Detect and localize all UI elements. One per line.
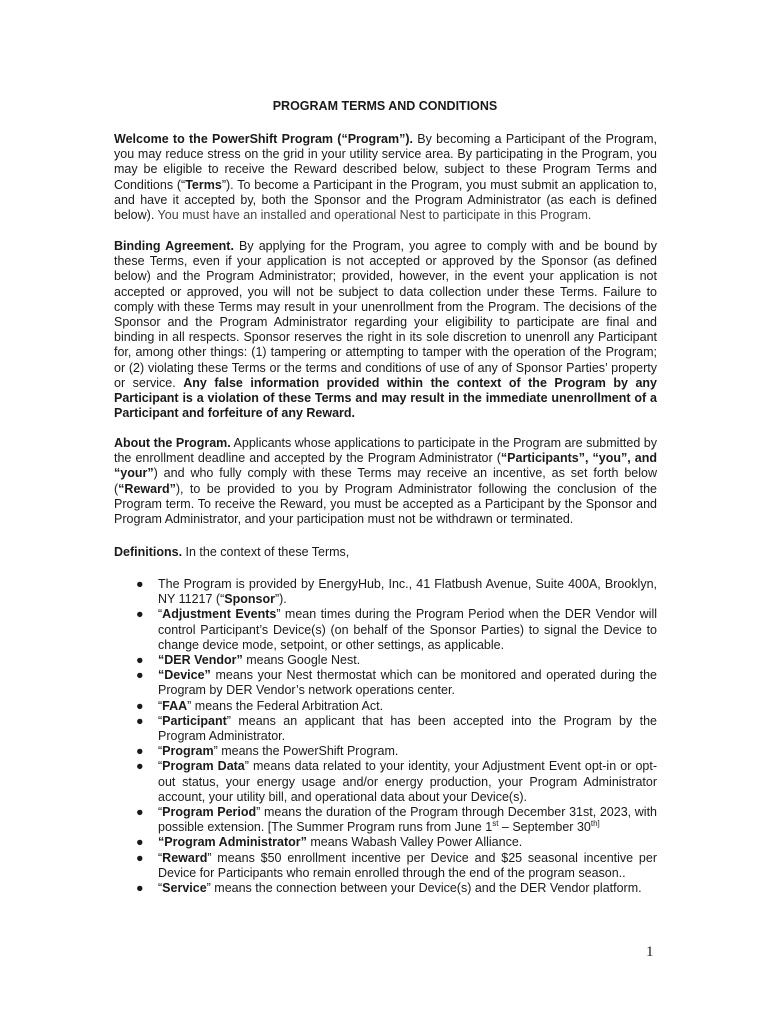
bullet-icon: ● bbox=[136, 713, 144, 728]
bullet-icon: ● bbox=[136, 850, 144, 865]
definition-post: ” means data related to your identity, your Adjustment Event opt-in or opt-out status, your energy usage and/or energy production, your Program Administrator account, your utility bill, and operational data about your Device(s). bbox=[158, 759, 657, 804]
binding-paragraph bbox=[114, 239, 657, 421]
definition-item bbox=[114, 699, 657, 714]
definitions-heading: Definitions. bbox=[114, 545, 183, 559]
definition-pre: The Program is provided by EnergyHub, Inc., 41 Flatbush Avenue, Suite 400A, Brooklyn, NY 11217 (“ bbox=[158, 577, 657, 607]
definition-term: “DER Vendor” bbox=[158, 653, 243, 668]
bullet-icon: ● bbox=[136, 744, 144, 759]
welcome-text-1: By becoming a Participant of the Program, you may reduce stress on the grid in your utility service area. By participating in the Program, you may be eligible to receive the Reward described below, subject to these Program Terms and Conditions (“ bbox=[114, 132, 658, 192]
definition-post: ” means the Federal Arbitration Act. bbox=[187, 698, 384, 713]
definition-item bbox=[114, 714, 657, 744]
definition-term: Participant bbox=[162, 713, 227, 728]
definition-post: ” means the duration of the Program through December 31st, 2023, with possible extension. [The Summer Program runs from June 1 bbox=[158, 805, 658, 835]
bullet-icon: ● bbox=[136, 805, 144, 820]
definition-period-mid: – September 30 bbox=[498, 820, 591, 835]
welcome-nest-note: You must have an installed and operational Nest to participate in this Program. bbox=[157, 208, 592, 223]
definition-post: ” means the connection between your Device(s) and the DER Vendor platform. bbox=[206, 881, 642, 896]
definition-post: means your Nest thermostat which can be monitored and operated during the Program by DER Vendor’s network operations center. bbox=[158, 668, 657, 698]
definition-item bbox=[114, 805, 657, 835]
definition-item bbox=[114, 744, 657, 759]
about-text-1: Applicants whose applications to participate in the Program are submitted by the enrollment deadline and accepted by the Program Administrator ( bbox=[114, 436, 657, 466]
welcome-terms-term: Terms bbox=[185, 177, 222, 192]
binding-bold-tail: Any false information provided within the context of the Program by any Participant is a violation of these Terms and may result in the immediate unenrollment of a Participant and forfeiture of any Reward. bbox=[114, 375, 657, 421]
definition-pre: “ bbox=[158, 881, 163, 896]
definition-pre: “ bbox=[158, 805, 163, 820]
definition-pre: “ bbox=[158, 713, 163, 728]
definition-term: Program Data bbox=[162, 759, 245, 774]
about-paragraph bbox=[114, 436, 657, 527]
definitions-intro: In the context of these Terms, bbox=[182, 545, 350, 559]
bullet-icon: ● bbox=[136, 835, 144, 850]
bullet-icon: ● bbox=[136, 668, 144, 683]
definitions-intro-paragraph bbox=[114, 545, 657, 560]
binding-text: By applying for the Program, you agree to comply with and be bound by these Terms, even if your application is not accepted or approved by the Sponsor (as defined below) and the Program Administrator; provided, however, in the event your application is not accepted or approved, you will not be subject to data collection under these Terms. Failure to comply with these Terms may result in your unenrollment from the Program. The decisions of the Sponsor and the Program Administrator regarding your eligibility to participate are final and binding in all respects. Sponsor reserves the right in its sole discretion to unenroll any Participant for, among other things: (1) tampering or attempting to tamper with the operation of the Program; or (2) violating these Terms or the terms and conditions of use of any of Sponsor Parties’ property or service. bbox=[114, 239, 658, 390]
definition-term: Sponsor bbox=[224, 592, 275, 607]
bullet-icon: ● bbox=[136, 653, 144, 668]
definition-pre: “ bbox=[158, 698, 163, 713]
definition-term: Program Period bbox=[162, 805, 257, 820]
definition-item bbox=[114, 835, 657, 850]
superscript-st: st bbox=[492, 819, 499, 829]
definition-pre: “ bbox=[158, 607, 163, 622]
definition-post: means Wabash Valley Power Alliance. bbox=[306, 835, 523, 850]
bullet-icon: ● bbox=[136, 881, 144, 896]
page-number: 1 bbox=[646, 944, 654, 960]
definition-pre: “ bbox=[158, 759, 163, 774]
binding-heading: Binding Agreement. bbox=[114, 239, 234, 253]
bullet-icon: ● bbox=[136, 577, 144, 591]
bullet-icon: ● bbox=[136, 759, 144, 774]
definition-term: Service bbox=[162, 881, 207, 896]
definition-term: Adjustment Events bbox=[162, 607, 277, 622]
definition-pre: “ bbox=[158, 744, 163, 759]
definition-post: ” means an applicant that has been accepted into the Program by the Program Administrator. bbox=[158, 713, 657, 744]
page-title: PROGRAM TERMS AND CONDITIONS bbox=[272, 99, 498, 113]
about-text-3: ), to be provided to you by Program Administrator following the conclusion of the Program term. To receive the Reward, you must be accepted as a Participant by the Sponsor and Program Administrator, and your participation must not be withdrawn or terminated. bbox=[114, 481, 657, 527]
definition-pre: “ bbox=[158, 850, 163, 865]
superscript-th: th] bbox=[590, 819, 600, 829]
definition-item bbox=[114, 653, 657, 668]
definition-term: Program bbox=[162, 744, 214, 759]
definition-term: Reward bbox=[162, 850, 208, 865]
definition-post: ” means the PowerShift Program. bbox=[213, 744, 399, 759]
definition-post: ” mean times during the Program Period when the DER Vendor will control Participant’s Device(s) (on behalf of the Sponsor Parties) to signal the Device to change device mode, setpoint, or other settings, as applicable. bbox=[158, 607, 657, 652]
definition-item bbox=[114, 607, 657, 653]
definition-term: “Device” bbox=[158, 668, 211, 683]
bullet-icon: ● bbox=[136, 607, 144, 622]
about-text-2: ) and who fully comply with these Terms may receive an incentive, as set forth below ( bbox=[114, 466, 657, 496]
definitions-list bbox=[114, 577, 657, 896]
definition-term: “Program Administrator” bbox=[158, 835, 307, 850]
welcome-text-2: ”). To become a Participant in the Program, you must submit an application to, and have it accepted by, both the Sponsor and the Program Administrator (as each is defined below). bbox=[114, 177, 657, 223]
definition-post: ”). bbox=[274, 592, 287, 607]
definition-post: means Google Nest. bbox=[242, 653, 361, 668]
bullet-icon: ● bbox=[136, 698, 144, 713]
about-heading: About the Program. bbox=[114, 436, 231, 450]
about-bold-reward: “Reward” bbox=[118, 481, 176, 496]
definition-term: FAA bbox=[162, 698, 188, 713]
definition-post: ” means $50 enrollment incentive per Device and $25 seasonal incentive per Device for Participants who remain enrolled through the end of the program season.. bbox=[158, 850, 657, 880]
definition-item bbox=[114, 759, 657, 805]
about-bold-participants: “Participants”, “you”, and “your” bbox=[114, 451, 658, 481]
welcome-paragraph bbox=[114, 132, 657, 223]
definition-item bbox=[114, 851, 657, 881]
welcome-heading: Welcome to the PowerShift Program (“Program”). bbox=[114, 132, 414, 146]
definition-item bbox=[114, 881, 657, 896]
definition-item bbox=[114, 668, 657, 698]
definition-item bbox=[114, 577, 657, 607]
